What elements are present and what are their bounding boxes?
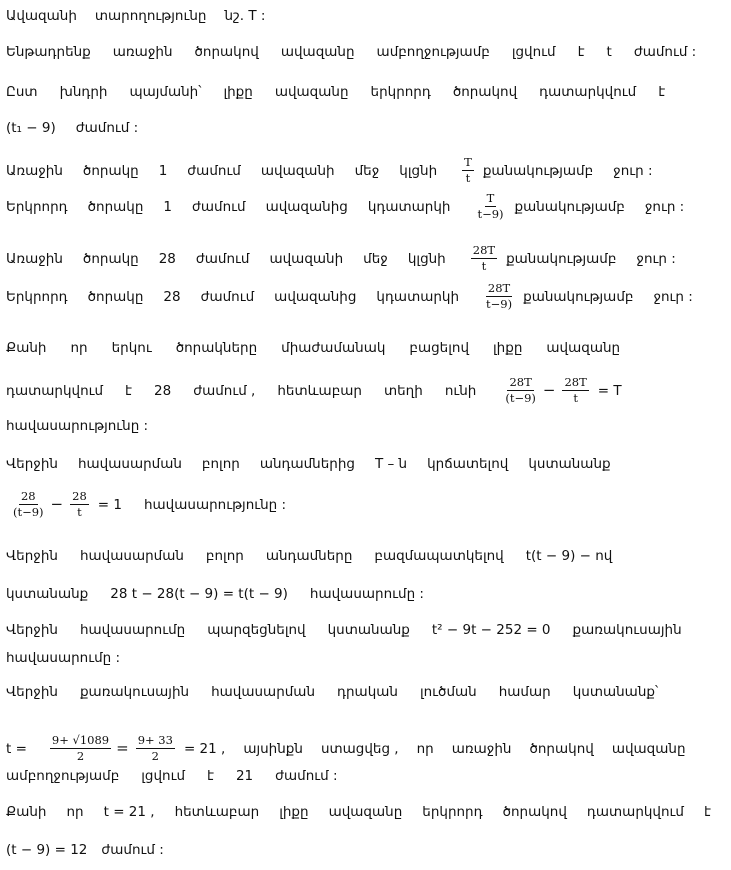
text-line — [6, 120, 158, 136]
text-segment: բոլոր — [205, 548, 244, 564]
text-segment: դատարկվում — [539, 84, 637, 100]
text-segment: ավազանի — [269, 250, 344, 267]
text-segment: Վերջին — [6, 684, 58, 700]
text-segment: քանակությամբ — [523, 288, 634, 305]
text-line — [6, 282, 713, 311]
fraction-numerator: 28T — [486, 282, 512, 297]
text-segment: կդատարկի — [376, 288, 460, 305]
fraction-denominator: (t−9) — [505, 391, 536, 406]
text-line — [6, 418, 160, 434]
text-segment: դրական — [337, 684, 398, 700]
text-segment: կդատարկի — [367, 198, 451, 215]
fraction — [484, 282, 514, 311]
text-segment: դատարկվում — [586, 804, 684, 820]
text-segment: ջուր : — [653, 288, 693, 305]
fraction-denominator: t−9) — [486, 297, 513, 312]
fraction-numerator: 9+ 33 — [136, 734, 175, 749]
text-line — [6, 340, 644, 356]
text-segment: լիքը — [223, 84, 253, 100]
text-line — [6, 842, 178, 858]
text-segment: ավազանը — [274, 84, 349, 100]
text-segment: ժամում — [195, 250, 250, 267]
text-segment: նշ. T : — [224, 8, 266, 24]
text-line — [6, 622, 704, 638]
text-segment: ավազանից — [274, 288, 357, 305]
text-segment: ծորակը — [87, 198, 144, 215]
text-segment: ջուր : — [644, 198, 685, 215]
text-segment: ժամում : — [275, 768, 338, 784]
text-segment: ավազանը — [546, 340, 621, 356]
fraction-denominator: 2 — [151, 749, 159, 764]
text-segment: կստանանք՝ — [572, 684, 659, 700]
operator: = — [116, 738, 129, 757]
text-segment: առաջին — [112, 44, 173, 60]
text-segment: բացելով — [409, 340, 470, 356]
text-line — [6, 8, 283, 24]
text-segment: է — [703, 804, 711, 820]
text-segment: Քանի — [6, 804, 47, 820]
fraction-numerator: 28 — [70, 490, 89, 505]
text-segment: է — [207, 768, 214, 784]
text-segment: ծորակով — [452, 84, 518, 100]
text-line — [6, 456, 631, 472]
text-segment: t(t − 9) − ով — [525, 548, 613, 564]
fraction-numerator: 9+ √1089 — [50, 734, 111, 749]
text-segment: = T — [597, 382, 622, 399]
text-segment: հավասարությունը : — [6, 418, 149, 434]
text-segment: ջուր : — [613, 162, 653, 179]
text-segment: T – ն — [374, 456, 408, 472]
text-segment: քառակուսային — [79, 684, 190, 700]
text-segment: լիքը — [279, 804, 309, 820]
text-segment: t = 21 , — [103, 804, 155, 820]
text-segment: հավասարման — [77, 456, 182, 472]
text-segment: 28 — [158, 250, 176, 267]
text-segment: հետևաբար — [277, 382, 362, 399]
text-segment: կստանանք — [528, 456, 611, 472]
fraction-denominator: t — [573, 391, 578, 406]
text-segment: ավազանից — [265, 198, 348, 215]
fraction-denominator: t — [481, 259, 487, 274]
fraction — [136, 734, 175, 763]
fraction — [50, 734, 111, 763]
fraction-denominator: 2 — [76, 749, 85, 764]
text-segment: է — [577, 44, 585, 60]
text-segment: քանակությամբ — [506, 250, 617, 267]
text-segment: Երկրորդ — [6, 288, 68, 305]
text-line — [6, 586, 446, 602]
text-line — [6, 734, 704, 763]
text-line — [6, 684, 680, 700]
text-segment: երկրորդ — [422, 804, 483, 820]
text-segment: ժամում , — [193, 382, 256, 399]
text-segment: լցվում — [141, 768, 186, 784]
text-segment: ամբողջությամբ — [376, 44, 490, 60]
text-segment: ծորակով — [529, 740, 594, 757]
fraction-numerator: T — [462, 156, 474, 171]
fraction — [70, 490, 89, 519]
fraction — [471, 244, 497, 273]
text-segment: որ — [416, 740, 434, 757]
fraction-numerator: 28T — [562, 376, 588, 391]
text-segment: հավասարումը : — [6, 650, 121, 666]
text-segment: = 1 — [97, 496, 122, 513]
text-segment: ունի — [444, 382, 477, 399]
text-line — [6, 244, 696, 273]
fraction-denominator: (t−9) — [13, 505, 44, 520]
text-segment: t² − 9t − 252 = 0 — [431, 622, 551, 638]
fraction-numerator: 28 — [19, 490, 38, 505]
text-segment: 28 — [163, 288, 181, 305]
text-segment: ծորակը — [82, 250, 139, 267]
text-line — [6, 376, 644, 405]
fraction-numerator: 28T — [507, 376, 533, 391]
text-segment: Ավազանի — [6, 8, 77, 24]
text-segment: 21 — [235, 768, 254, 784]
text-segment: ավազանը — [611, 740, 686, 757]
text-segment: բազմապատկելով — [374, 548, 504, 564]
text-segment: ավազանի — [260, 162, 335, 179]
text-segment: ժամում — [192, 198, 246, 215]
text-segment: ավազանը — [280, 44, 355, 60]
text-segment: ժամում : — [101, 842, 164, 858]
text-segment: կլցնի — [407, 250, 446, 267]
text-segment: 28 t − 28(t − 9) = t(t − 9) — [110, 586, 288, 602]
text-segment: ջուր : — [636, 250, 676, 267]
text-segment: հավասարումը — [79, 622, 186, 638]
text-segment: ծորակով — [502, 804, 567, 820]
text-segment: t — [606, 44, 612, 60]
fraction — [503, 376, 538, 405]
text-segment: Երկրորդ — [6, 198, 68, 215]
text-line — [6, 804, 731, 820]
text-segment: որ — [66, 804, 84, 820]
text-segment: հետևաբար — [174, 804, 260, 820]
text-segment: առաջին — [451, 740, 512, 757]
fraction-denominator: t — [77, 505, 82, 520]
text-segment: Ըստ — [6, 84, 38, 100]
text-segment: անդամները — [265, 548, 353, 564]
text-segment: ամբողջությամբ — [6, 768, 120, 784]
text-segment: t = — [6, 740, 27, 757]
text-segment: այսինքն — [243, 740, 303, 757]
text-segment: կստանանք — [327, 622, 410, 638]
operator: − — [50, 494, 64, 513]
text-segment: ժամում : — [633, 44, 697, 60]
text-segment: կստանանք — [6, 586, 89, 602]
text-segment: բոլոր — [201, 456, 240, 472]
fraction-numerator: 28T — [471, 244, 497, 259]
operator: − — [542, 380, 556, 399]
fraction — [562, 376, 588, 405]
text-segment: երկրորդ — [370, 84, 431, 100]
fraction — [462, 156, 474, 185]
text-line — [6, 192, 704, 221]
text-line — [6, 44, 718, 60]
text-segment: ծորակով — [194, 44, 259, 60]
text-segment: է — [125, 382, 132, 399]
text-segment: հավասարությունը : — [143, 496, 287, 513]
text-segment: Առաջին — [6, 162, 63, 179]
text-line — [6, 548, 634, 564]
text-segment: պայմանի՝ — [129, 84, 202, 100]
text-segment: դատարկվում — [6, 382, 104, 399]
text-segment: ծորակը — [82, 162, 139, 179]
text-segment: ժամում — [187, 162, 241, 179]
fraction — [11, 490, 46, 519]
text-segment: միաժամանակ — [281, 340, 386, 356]
text-segment: ավազանը — [328, 804, 403, 820]
fraction — [475, 192, 505, 221]
text-segment: Առաջին — [6, 250, 63, 267]
text-segment: լուծման — [419, 684, 477, 700]
text-segment: Վերջին — [6, 622, 58, 638]
text-segment: (t − 9) = 12 — [6, 842, 88, 858]
text-segment: մեջ — [363, 250, 388, 267]
text-segment: ժամում — [200, 288, 255, 305]
text-segment: լցվում — [511, 44, 556, 60]
text-segment: ստացվեց , — [320, 740, 399, 757]
text-line — [6, 490, 308, 519]
text-segment: երկու — [111, 340, 152, 356]
text-segment: քանակությամբ — [514, 198, 625, 215]
text-segment: քառակուսային — [572, 622, 682, 638]
text-segment: որ — [70, 340, 88, 356]
text-segment: Վերջին — [6, 548, 58, 564]
text-segment: Ենթադրենք — [6, 44, 91, 60]
text-segment: տեղի — [383, 382, 423, 399]
fraction-numerator: T — [485, 192, 497, 207]
text-segment: (t₁ − 9) — [6, 120, 56, 136]
text-segment: համար — [498, 684, 551, 700]
text-segment: ժամում : — [75, 120, 139, 136]
text-segment: Վերջին — [6, 456, 58, 472]
text-line — [6, 768, 360, 784]
text-line — [6, 84, 687, 100]
text-segment: հավասարման — [79, 548, 184, 564]
text-segment: հավասարումը : — [309, 586, 424, 602]
text-segment: կրճատելով — [427, 456, 509, 472]
text-segment: մեջ — [354, 162, 380, 179]
text-segment: անդամներից — [259, 456, 355, 472]
text-segment: է — [658, 84, 666, 100]
text-line — [6, 650, 132, 666]
text-segment: = 21 , — [183, 740, 226, 757]
text-segment: խնդրի — [59, 84, 108, 100]
text-segment: հավասարման — [211, 684, 316, 700]
text-segment: ծորակը — [87, 288, 144, 305]
text-segment: տարողությունը — [94, 8, 207, 24]
text-segment: ծորակները — [175, 340, 258, 356]
text-segment: քանակությամբ — [482, 162, 594, 179]
text-segment: 28 — [154, 382, 172, 399]
text-segment: 1 — [163, 198, 172, 215]
text-segment: լիքը — [493, 340, 523, 356]
fraction-denominator: t−9) — [477, 207, 504, 222]
text-segment: կլցնի — [399, 162, 438, 179]
fraction-denominator: t — [465, 171, 471, 186]
text-segment: Քանի — [6, 340, 47, 356]
text-segment: պարզեցնելով — [207, 622, 306, 638]
text-line — [6, 156, 673, 185]
text-segment: 1 — [158, 162, 168, 179]
